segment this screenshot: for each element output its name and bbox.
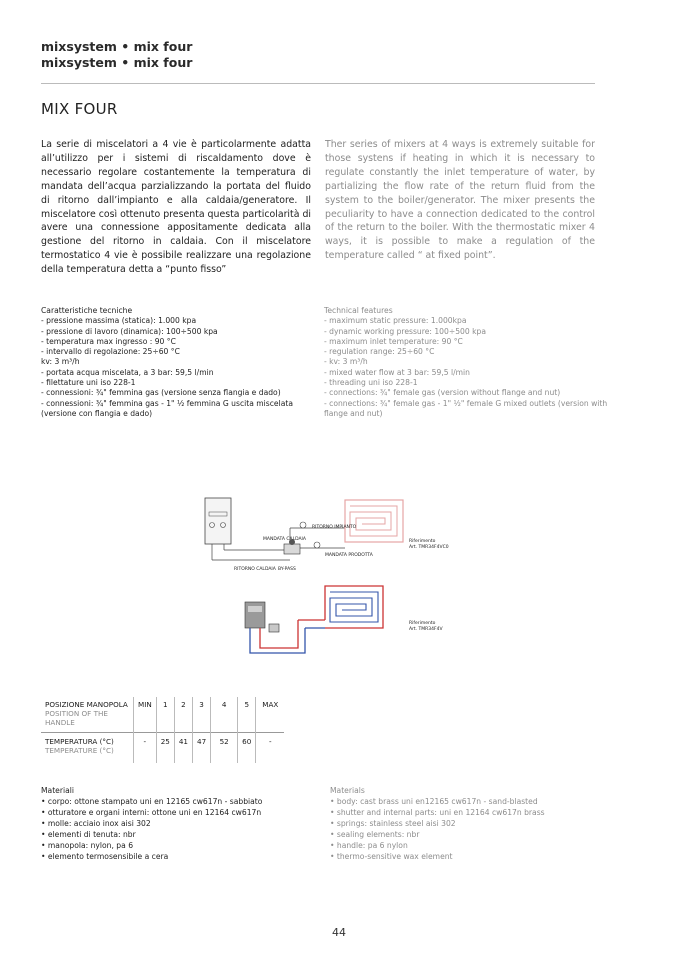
materials-title: Materials [330, 786, 365, 795]
table-header-cell: TEMPERATURA (°C) TEMPERATURE (°C) [41, 733, 134, 764]
materials-title: Materiali [41, 786, 74, 795]
tech-item: - temperatura max ingresso : 90 °C [41, 336, 176, 346]
tech-item: - connections: ¾" female gas (version without flange and nut) [324, 388, 561, 398]
tech-item: - maximum static pressure: 1.000kpa [324, 316, 467, 326]
tech-item: - regulation range: 25÷60 °C [324, 347, 435, 357]
header-line-2: mixsystem • mix four [41, 55, 193, 70]
materials-item: • manopola: nylon, pa 6 [41, 841, 134, 850]
materials-item: • corpo: ottone stampato uni en 12165 cw617n - sabbiato [41, 797, 263, 806]
intro-english: Ther series of mixers at 4 ways is extremely suitable for those systens if heating in which it is necessary to regulate constantly the inlet temperature of water, by partializing the flow rate of the return fluid from the system to the boiler/generator. The mixer presents the peculiarity to have a connection dedicated to the control of the return to the boiler. With the thermostatic mixer 4 ways, it is possible to make a regulation of the temperature called “ at fixed point”. [325, 139, 595, 262]
tech-title: Caratteristiche tecniche [41, 306, 133, 315]
materials-italian [41, 785, 262, 862]
tech-item: - pressione massima (statica): 1.000 kpa [41, 316, 197, 326]
header-line-1: mixsystem • mix four [41, 39, 193, 54]
table-cell: - [134, 733, 157, 764]
materials-item: • elemento termosensibile a cera [41, 852, 169, 861]
boiler-icon [205, 498, 231, 544]
tech-title: Technical features [324, 306, 393, 315]
label-by-pass: BY-PASS [278, 567, 296, 572]
table-cell: 41 [174, 733, 192, 764]
materials-item: • springs: stainless steel aisi 302 [330, 819, 456, 828]
tech-item: - connessioni: ¾" femmina gas - 1" ½ femmina G uscita miscelata (versione con flangia e dado) [41, 398, 293, 418]
position-temperature-table [41, 697, 284, 763]
label-ritorno-impianto: RITORNO IMPIANTO [312, 525, 357, 530]
materials-item: • sealing elements: nbr [330, 830, 420, 839]
tech-item: - pressione di lavoro (dinamica): 100÷500 kpa [41, 326, 218, 336]
radiant-floor-bottom [325, 586, 383, 628]
tech-item: - dynamic working pressure: 100÷500 kpa [324, 326, 486, 336]
label-ritorno-caldaia: RITORNO CALDAIA [234, 567, 276, 572]
page-number: 44 [332, 926, 346, 939]
tech-item: - threading uni iso 228-1 [324, 378, 418, 388]
page-title: MIX FOUR [41, 100, 118, 118]
label-mandata-prodotta: MANDATA PRODOTTA [325, 553, 373, 558]
materials-item: • handle: pa 6 nylon [330, 841, 408, 850]
boiler-icon [245, 602, 265, 628]
table-cell: 25 [156, 733, 174, 764]
table-cell: 60 [238, 733, 256, 764]
table-cell: MIN [134, 697, 157, 733]
header-divider [41, 83, 595, 84]
materials-item: • thermo-sensitive wax element [330, 852, 453, 861]
table-cell: 1 [156, 697, 174, 733]
tech-features-italian [41, 306, 321, 419]
table-cell: MAX [256, 697, 285, 733]
table-cell: 4 [211, 697, 238, 733]
table-cell: 52 [211, 733, 238, 764]
table-cell: 2 [174, 697, 192, 733]
materials-item: • molle: acciaio inox aisi 302 [41, 819, 151, 828]
radiant-floor-top [345, 500, 403, 542]
label-mandata-caldaia: MANDATA CALDAIA [263, 537, 306, 542]
materials-item: • body: cast brass uni en12165 cw617n - sand-blasted [330, 797, 538, 806]
materials-item: • otturatore e organi interni: ottone uni en 12164 cw617n [41, 808, 262, 817]
tech-item: - connections: ¾" female gas - 1" ½" female G mixed outlets (version with flange and nut) [324, 398, 608, 418]
mixer-valve-icon [269, 624, 279, 632]
materials-english [330, 785, 545, 862]
tech-item: - filettature uni iso 228-1 [41, 378, 136, 388]
table-cell: - [256, 733, 285, 764]
tech-item: - maximum inlet temperature: 90 °C [324, 336, 463, 346]
materials-item: • shutter and internal parts: uni en 12164 cw617n brass [330, 808, 545, 817]
tech-item: - portata acqua miscelata, a 3 bar: 59,5 l/min [41, 367, 214, 377]
tech-item: - intervallo di regolazione: 25÷60 °C [41, 347, 180, 357]
table-cell: 47 [193, 733, 211, 764]
materials-item: • elementi di tenuta: nbr [41, 830, 136, 839]
table-cell: 3 [193, 697, 211, 733]
table-header-cell: POSIZIONE MANOPOLA POSITION OF THE HANDLE [45, 700, 128, 727]
tech-item: kv: 3 m³/h [41, 357, 80, 367]
table-row [41, 697, 284, 733]
tech-item: - kv: 3 m³/h [324, 357, 368, 367]
tech-features-english [324, 306, 614, 419]
tech-item: - connessioni: ¾" femmina gas (versione senza flangia e dado) [41, 388, 281, 398]
intro-italian: La serie di miscelatori a 4 vie è particolarmente adatta all’utilizzo per i sistemi di riscaldamento dove è necessario regolare costantemente la temperatura di mandata dell’acqua parzializzando la portata del fluido di ritorno dall’impianto e alla caldaia/generatore. Il miscelatore così ottenuto presenta questa particolarità di avere una connessione appositamente dedicata alla gestione del ritorno in caldaia. Con il miscelatore termostatico 4 vie è possibile realizzare una regolazione della temperatura detta a “punto fisso” [41, 139, 311, 276]
ref2-code: Art. TMR34F4V [409, 627, 443, 632]
tech-item: - mixed water flow at 3 bar: 59,5 l/min [324, 367, 470, 377]
table-row [41, 733, 284, 764]
installation-diagram [190, 488, 450, 666]
ref1-code: Art. TMR34F4VC0 [409, 545, 449, 550]
table-cell: 5 [238, 697, 256, 733]
ref1-label: Riferimento [409, 539, 436, 544]
ref2-label: Riferimento [409, 621, 436, 626]
